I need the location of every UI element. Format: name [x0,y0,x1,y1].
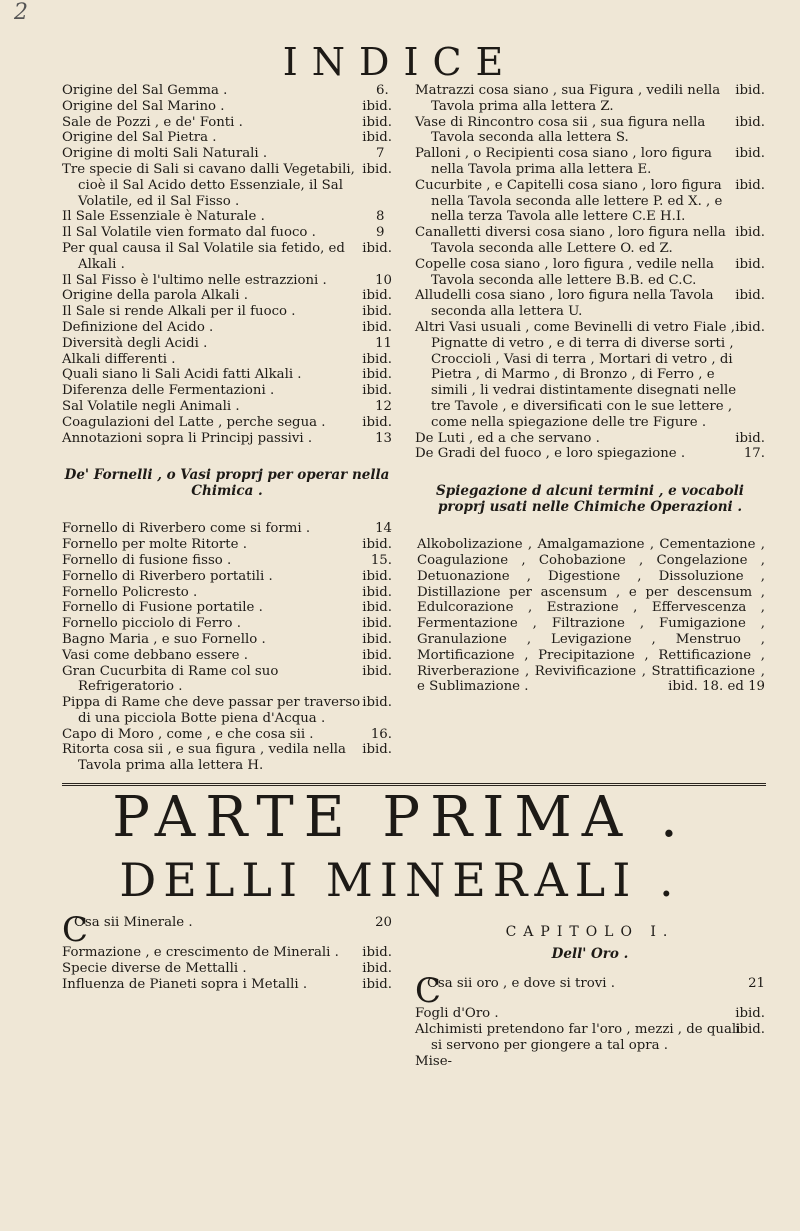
entry-page: ibid. [362,240,392,256]
entry-text [415,114,745,147]
entry-label: Specie diverse de Mettalli . [62,960,247,976]
entry-text [62,351,372,368]
entry-text [62,568,372,585]
entry-text [62,537,372,553]
right-column [415,83,765,695]
entry-label: Diferenza delle Fermentazioni . [62,383,275,399]
entry-page: ibid. [362,319,392,335]
index-entry [62,537,392,553]
entry-text [62,272,385,289]
entry-text [415,319,745,431]
index-entry [62,336,392,352]
index-entry [415,431,765,447]
entry-page: ibid. [362,351,392,367]
index-entry [62,162,392,209]
entry-text [62,161,372,209]
section-heading-fornelli: De' Fornelli , o Vasi proprj per operar nella Chimica . [64,467,390,499]
entry-label: Fornello Policresto . [62,584,198,600]
entry-text [62,83,386,99]
index-entry [62,632,392,648]
entry-page: ibid. [362,695,392,711]
entry-label: Influenza de Pianeti sopra i Metalli . [62,976,308,992]
index-entry [62,383,392,399]
entry-label: Capo di Moro , come , e che cosa sii . [62,726,314,742]
index-entry [62,521,392,537]
index-list-left [62,83,392,446]
index-entry [62,99,392,115]
entry-text [62,240,372,273]
index-entry [62,977,392,993]
entry-text [62,742,372,774]
index-entry [62,209,392,225]
entry-text [415,146,745,178]
entry-label: Tre specie di Sali si cavano dalli Vegetabili, cioè il Sal Acido detto Essenziale, il Sal Volatile, ed il Sal Fisso . [62,161,355,209]
entry-page: 10 [375,272,392,288]
entry-page: ibid. [735,225,765,241]
entry-text [415,256,745,289]
entry-label: Sale de Pozzi , e de' Fonti . [62,114,243,130]
index-entry [415,1006,765,1022]
entry-page: 17. [743,446,765,462]
entry-page: ibid. [735,83,765,98]
index-entry [62,273,392,289]
entry-page: ibid. [362,304,392,320]
drop-cap: C [415,971,442,1012]
entry-text [62,414,372,431]
entry-label: Fornello di Riverbero portatili . [62,568,273,584]
entry-text [62,647,372,664]
index-entry [62,288,392,304]
section-heading-termini: Spiegazione d alcuni termini , e vocaboli proprj usati nelle Chimiche Operazioni . [436,483,744,515]
entry-label: Fornello per molte Ritorte . [62,537,247,553]
index-entry [62,727,392,743]
entry-page: ibid. [362,367,392,383]
index-entry [62,83,392,99]
entry-text [415,177,745,225]
entry-label: Osa sii Minerale . [74,915,193,930]
index-entry [62,945,392,961]
index-entry [62,910,392,950]
entry-page: ibid. [735,1022,765,1038]
index-entry [62,431,392,447]
entry-page: ibid. [735,1006,765,1022]
entry-text [62,367,372,383]
entry-text [62,225,386,241]
entry-page: 9 [376,225,385,241]
entry-page: ibid. [735,177,765,193]
entry-page: 21 [748,976,765,992]
index-entry [415,1054,765,1070]
entry-label: De Luti , ed a che servano . [415,430,600,446]
index-entry [415,178,765,225]
entry-text [62,960,372,977]
index-entry [62,241,392,273]
entry-text [415,1022,745,1054]
entry-label: Il Sale Essenziale è Naturale . [62,209,265,225]
index-entry [62,664,392,696]
index-entry [62,695,392,727]
entry-label: De Gradi del fuoco , e loro spiegazione . [415,446,686,462]
entry-page: ibid. [362,130,392,146]
entry-page: ibid. [362,383,392,399]
entry-text [62,521,385,537]
index-entry [62,304,392,320]
index-entry [415,115,765,147]
terms-paragraph [415,537,765,695]
index-entry [415,225,765,257]
index-entry [62,648,392,664]
entry-text [62,288,372,304]
index-entry [62,320,392,336]
entry-label: Coagulazioni del Latte , perche segua . [62,414,326,430]
entry-text [415,1006,745,1022]
entry-label: Definizione del Acido . [62,319,214,335]
entry-text [415,83,745,115]
drop-cap: C [62,910,89,950]
entry-page: ibid. [362,945,392,960]
entry-text [62,335,385,352]
entry-page: ibid. [735,256,765,272]
index-entry [62,352,392,368]
entry-label: Quali siano li Sali Acidi fatti Alkali . [62,367,302,383]
entry-page: ibid. [362,288,392,304]
index-list-right [415,83,765,462]
index-entry [415,446,765,462]
entry-page: ibid. [362,161,392,177]
entry-page: ibid. [362,600,392,616]
entry-page: ibid. [362,414,392,430]
part-subtitle: DELLI MINERALI . [119,853,681,907]
entry-label: Origine del Sal Pietra . [62,130,217,146]
left-column [62,83,392,774]
entry-text [62,910,385,950]
index-entry [415,288,765,320]
entry-page: 16. [370,726,392,742]
index-entry [62,146,392,162]
entry-label: Fornello di Riverbero come si formi . [62,521,311,537]
index-list-minerali [62,910,392,992]
entry-label: Fornello di fusione fisso . [62,552,232,568]
entry-label: Per qual causa il Sal Volatile sia fetido, ed Alkali . [62,240,345,272]
entry-page: 20 [375,915,392,930]
entry-page: ibid. [362,647,392,663]
entry-label: Fornello di Fusione portatile . [62,600,263,616]
chapter-subtitle: Dell' Oro . [551,945,629,962]
entry-label: Alchimisti pretendono far l'oro , mezzi , de quali si servono per giongere a tal opra . [415,1022,741,1053]
entry-text [415,288,745,320]
entry-label: Diversità degli Acidi . [62,335,208,351]
entry-label: Annotazioni sopra li Principj passivi . [62,430,313,446]
entry-text [62,114,372,131]
entry-page: ibid. [362,663,392,679]
index-entry [62,961,392,977]
entry-page: ibid. [735,430,765,446]
index-entry [62,399,392,415]
entry-label: Il Sal Volatile vien formato dal fuoco . [62,225,316,241]
entry-page: ibid. [362,742,392,758]
minerals-column [62,910,392,992]
entry-text [62,130,372,146]
entry-text [62,584,372,601]
entry-label: Osa sii oro , e dove si trovi . [427,976,615,992]
entry-page: ibid. [735,288,765,304]
entry-page: ibid. [362,98,392,114]
entry-text [62,430,385,447]
entry-text [62,600,372,616]
index-entry [62,600,392,616]
entry-page: 12 [375,398,392,414]
entry-label: Origine di molti Sali Naturali . [62,146,268,162]
page-title: INDICE [282,40,518,84]
entry-page: ibid. [362,631,392,647]
entry-text [62,304,372,320]
entry-page: ibid. [362,616,392,632]
entry-label: Matrazzi cosa siano , sua Figura , vedili nella Tavola prima alla lettera Z. [415,83,721,114]
entry-text [415,971,758,1012]
entry-page: ibid. [362,537,392,553]
entry-text [62,976,372,993]
entry-label: Altri Vasi usuali , come Bevinelli di vetro Fiale , Pignatte di vetro , e di terra di diverse sorti , Croccioli , Vasi di terra , Mortari di vetro , di Pietra , di Marmo , di Bronzo , di Ferro , e simili , li vedrai distintamente disegnati nelle tre Tavole , e diversificati con le sue lettere , come nella spiegazione delle tre Figure . [415,319,737,430]
entry-text [415,1053,759,1070]
entry-page: ibid. [735,146,765,162]
index-entry [415,971,765,1012]
entry-text [62,945,372,961]
entry-label: Fogli d'Oro . [415,1006,499,1022]
entry-label: Il Sal Fisso è l'ultimo nelle estrazzioni . [62,272,327,288]
entry-label: Il Sale si rende Alkali per il fuoco . [62,304,296,320]
part-title: PARTE PRIMA . [112,785,688,850]
entry-text [415,225,745,257]
entry-label: Palloni , o Recipienti cosa siano , loro figura nella Tavola prima alla lettera E. [415,146,712,177]
entry-label: Formazione , e crescimento de Minerali . [62,945,339,960]
entry-page: ibid. [362,584,392,600]
entry-label: Alludelli cosa siano , loro figura nella Tavola seconda alla lettera U. [415,288,714,320]
entry-label: Fornello picciolo di Ferro . [62,616,241,632]
entry-text [62,616,372,632]
index-entry [415,320,765,431]
chapter-title: CAPITOLO I. [505,924,675,940]
entry-page: ibid. [735,319,765,335]
terms-page-ref: ibid. 18. ed 19 [668,679,765,695]
entry-label: Copelle cosa siano , loro figura , vedile nella Tavola seconda alle lettere B.B. ed C.C. [415,256,714,288]
entry-label: Alkali differenti . [62,351,176,367]
entry-label: Origine del Sal Gemma . [62,83,228,98]
entry-label: Bagno Maria , e suo Fornello . [62,631,266,647]
index-entry [62,225,392,241]
entry-label: Sal Volatile negli Animali . [62,398,240,414]
entry-label: Pippa di Rame che deve passar per traverso di una picciola Botte piena d'Acqua . [62,695,361,726]
entry-text [62,398,385,415]
entry-text [62,209,386,225]
index-list-fornelli [62,521,392,774]
entry-text [62,631,372,648]
entry-page: ibid. [362,568,392,584]
index-entry [415,146,765,178]
entry-label: Canalletti diversi cosa siano , loro figura nella Tavola seconda alle Lettere O. ed Z. [415,225,726,256]
entry-page: 8 [376,209,385,225]
entry-text [62,695,372,727]
index-entry [62,367,392,383]
entry-page: 14 [375,521,392,537]
entry-text [415,430,745,447]
entry-text [415,446,754,462]
entry-label: Origine della parola Alkali . [62,288,248,304]
entry-label: Mise- [415,1053,453,1069]
entry-label: Cucurbite , e Capitelli cosa siano , loro figura nella Tavola seconda alle lettere P. ed X. , e nella terza Tavola alle lettere C.E H.I. [415,177,723,225]
entry-text [62,146,386,162]
chapter-column [415,925,765,1069]
terms-text: Alkobolizazione , Amalgamazione , Cementazione , Coagulazione , Cohobazione , Congelazione , Detuonazione , Digestione , Dissoluzione , Distillazione per ascensum , e per descensum , Edulcorazione , Estrazione , Effervescenza , Fermentazione , Filtrazione , Fumigazione , Granulazione , Levigazione , Menstruo , Mortificazione , Precipitazione , Rettificazione , Riverberazione , Revivificazione , Strattificazione , e Sublimazione . [417,537,765,695]
entry-page: 11 [375,335,392,351]
index-entry [62,553,392,569]
index-entry [62,742,392,774]
index-entry [62,115,392,131]
entry-label: Vasi come debbano essere . [62,647,248,663]
corner-mark: 2 [14,0,28,25]
entry-label: Gran Cucurbita di Rame col suo Refrigeratorio . [62,663,279,695]
index-list-oro [415,971,765,1069]
entry-label: Ritorta cosa sii , e sua figura , vedila nella Tavola prima alla lettera H. [62,742,346,774]
entry-page: ibid. [362,976,392,992]
entry-label: Origine del Sal Marino . [62,98,225,114]
index-entry [62,415,392,431]
index-entry [62,569,392,585]
index-entry [415,1022,765,1054]
entry-page: ibid. [362,960,392,976]
entry-page: 7 [376,146,385,162]
entry-label: Vase di Rincontro cosa sii , sua figura nella Tavola seconda alla lettera S. [415,114,706,146]
entry-text [62,98,372,115]
index-entry [415,257,765,289]
entry-text [62,663,372,696]
entry-page: ibid. [362,114,392,130]
entry-page: 6. [376,83,389,98]
entry-text [62,319,372,336]
entry-text [62,383,372,399]
entry-page: 13 [375,430,392,446]
index-entry [415,83,765,115]
entry-page: ibid. [735,114,765,130]
index-entry [62,130,392,146]
index-entry [62,585,392,601]
entry-page: 15. [370,552,392,568]
index-entry [62,616,392,632]
